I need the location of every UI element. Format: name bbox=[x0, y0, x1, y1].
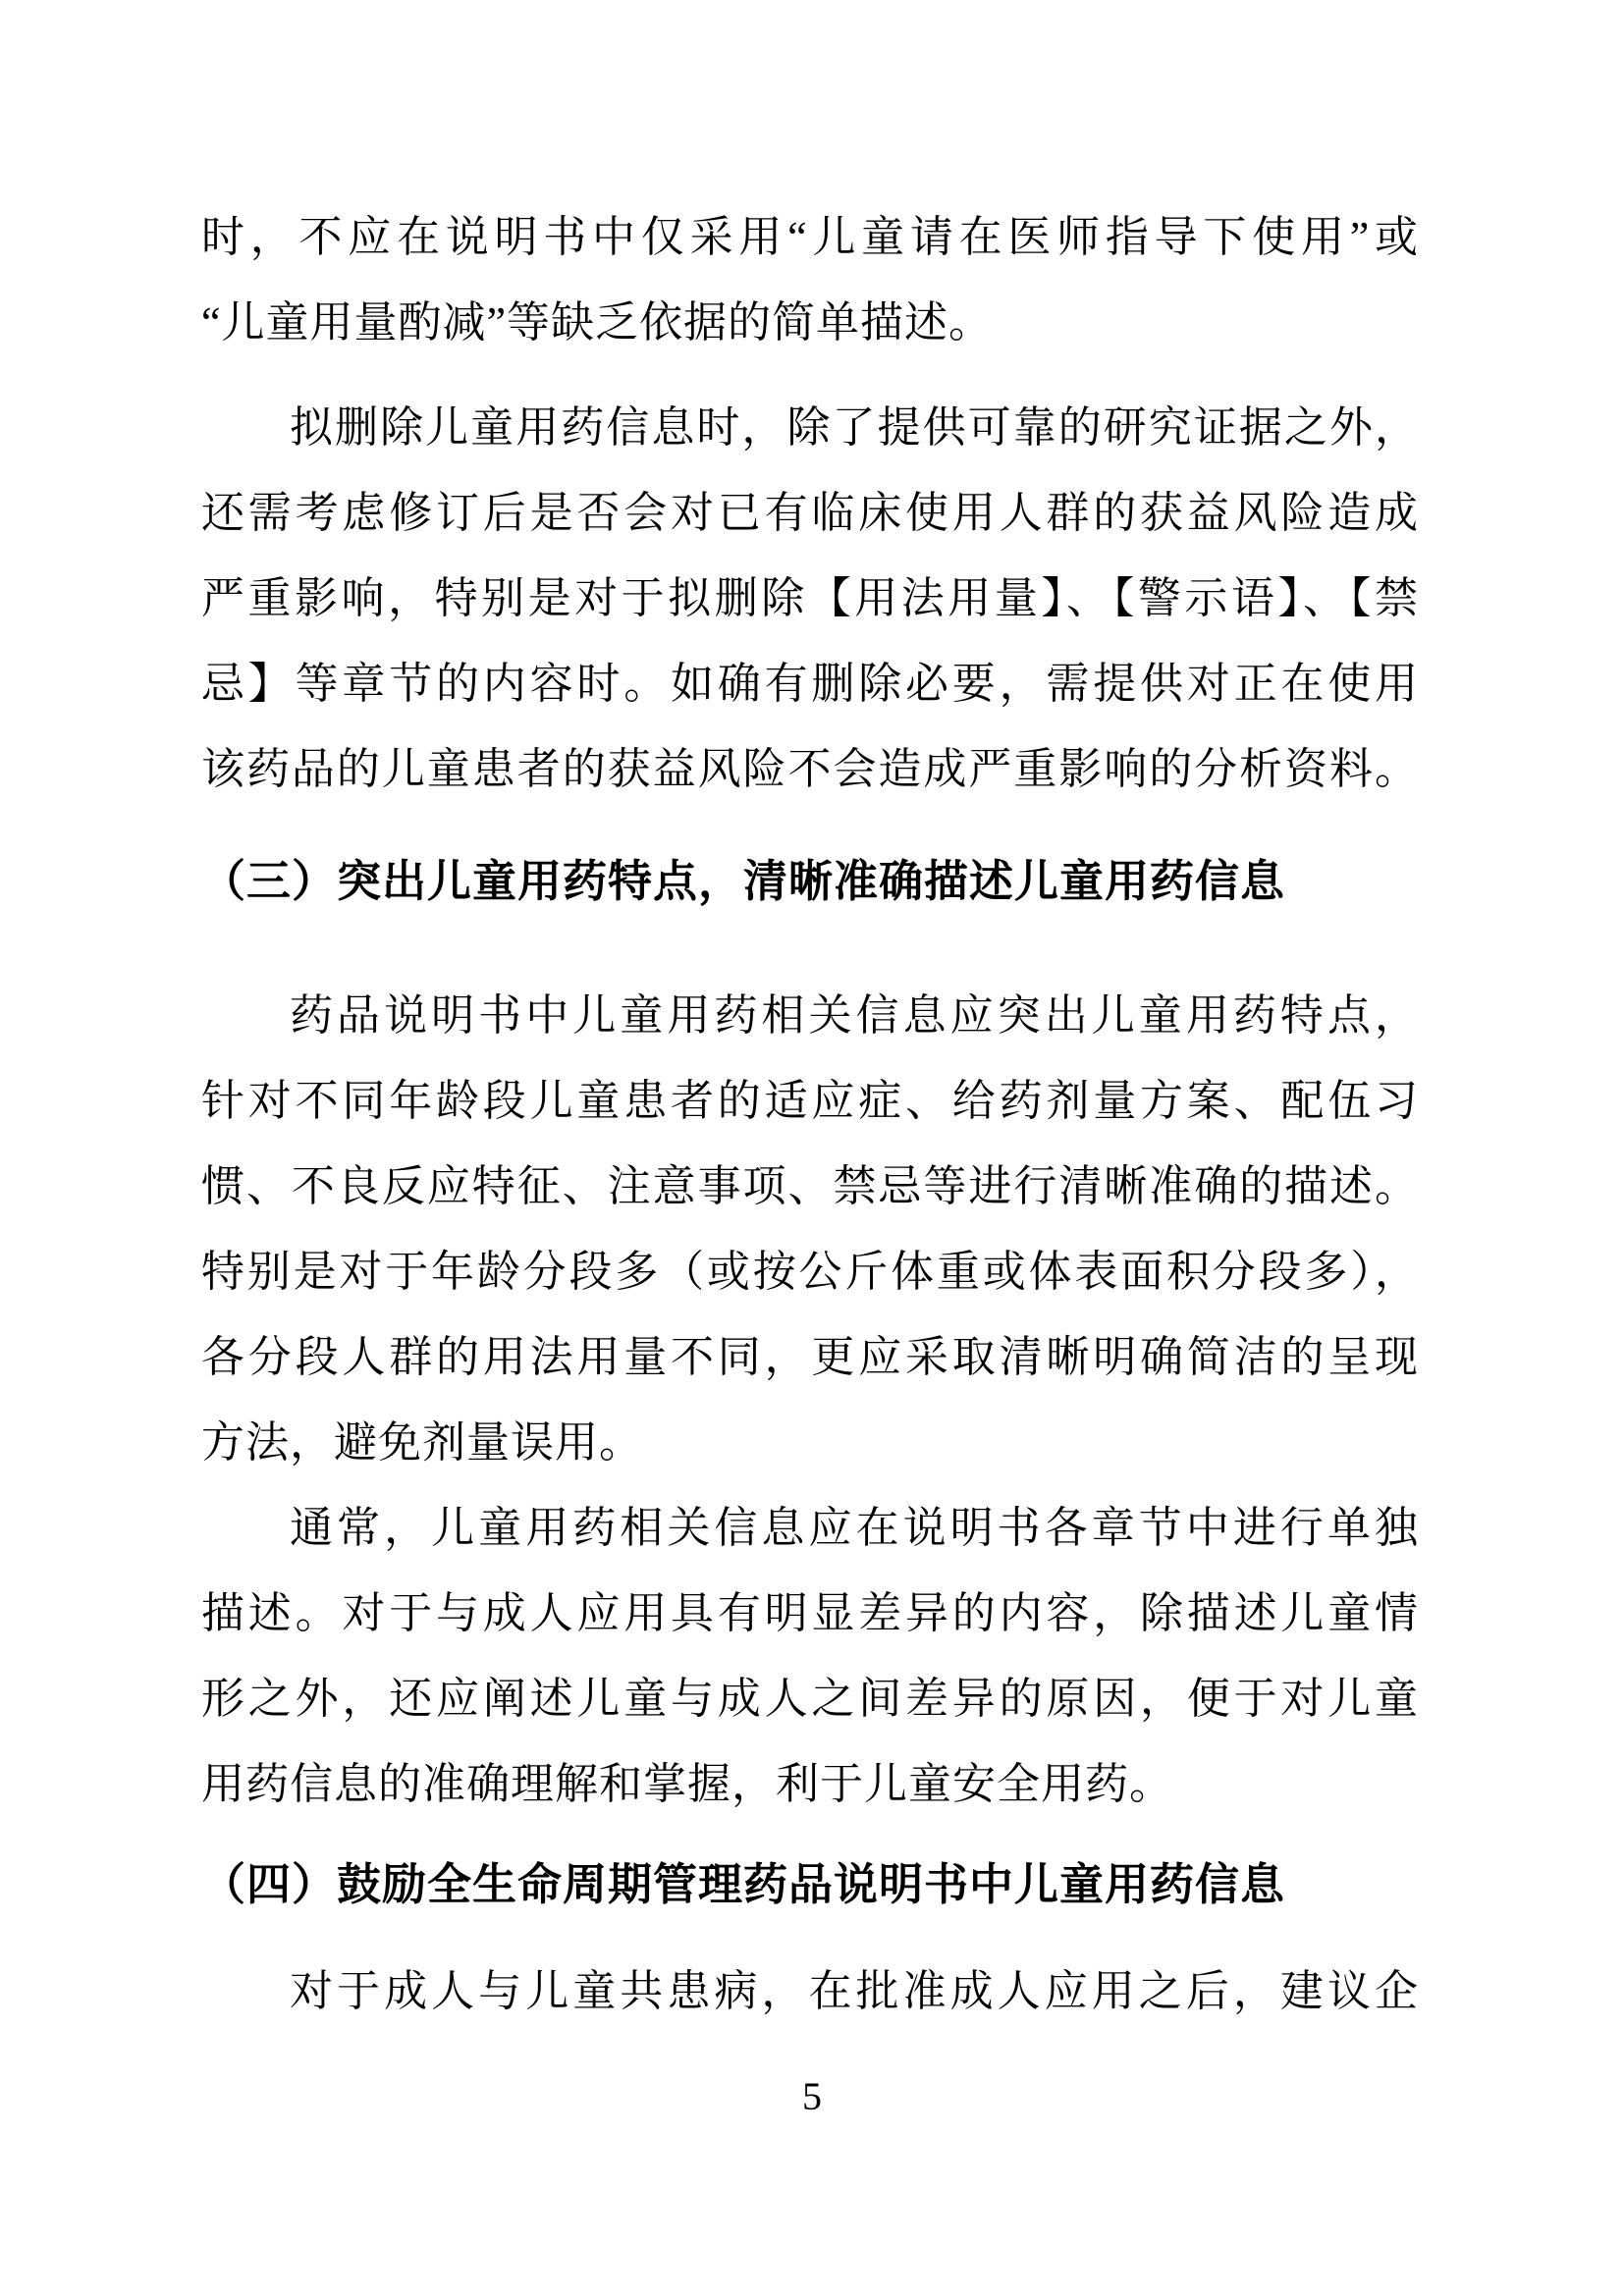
text-line: 方法，避免剂量误用。 bbox=[201, 1418, 643, 1467]
text-line: 该药品的儿童患者的获益风险不会造成严重影响的分析资料。 bbox=[201, 745, 1419, 793]
section-heading: （三）突出儿童用药特点，清晰准确描述儿童用药信息 bbox=[201, 856, 1286, 906]
text-line: 拟删除儿童用药信息时，除了提供可靠的研究证据之外， bbox=[290, 403, 1419, 452]
paragraph bbox=[201, 1485, 1419, 1827]
text-line: 描述。对于与成人应用具有明显差异的内容，除描述儿童情 bbox=[201, 1589, 1419, 1637]
paragraph bbox=[201, 973, 1419, 1485]
text-line: 用药信息的准确理解和掌握，利于儿童安全用药。 bbox=[201, 1760, 1173, 1808]
text-line: 还需考虑修订后是否会对已有临床使用人群的获益风险造成 bbox=[201, 489, 1419, 537]
text-line: 针对不同年龄段儿童患者的适应症、给药剂量方案、配伍习 bbox=[201, 1077, 1419, 1125]
text-line: 忌】等章节的内容时。如确有删除必要，需提供对正在使用 bbox=[201, 660, 1419, 708]
page-number: 5 bbox=[802, 2074, 822, 2118]
text-line: 惯、不良反应特征、注意事项、禁忌等进行清晰准确的描述。 bbox=[201, 1162, 1419, 1210]
text-line: 特别是对于年龄分段多（或按公斤体重或体表面积分段多）， bbox=[201, 1248, 1419, 1296]
text-line: 时，不应在说明书中仅采用“儿童请在医师指导下使用”或 bbox=[201, 213, 1419, 261]
document-content bbox=[201, 194, 1419, 2034]
section-heading: （四）鼓励全生命周期管理药品说明书中儿童用药信息 bbox=[201, 1859, 1286, 1909]
paragraph bbox=[201, 194, 1419, 365]
text-line: “儿童用量酌减”等缺乏依据的简单描述。 bbox=[201, 298, 994, 347]
page-footer bbox=[0, 2073, 1624, 2120]
text-line: 形之外，还应阐述儿童与成人之间差异的原因，便于对儿童 bbox=[201, 1675, 1419, 1723]
paragraph bbox=[201, 1949, 1419, 2034]
text-line: 对于成人与儿童共患病，在批准成人应用之后，建议企 bbox=[290, 1967, 1419, 2015]
text-line: 通常，儿童用药相关信息应在说明书各章节中进行单独 bbox=[290, 1504, 1419, 1552]
text-line: 药品说明书中儿童用药相关信息应突出儿童用药特点， bbox=[290, 991, 1419, 1040]
text-line: 各分段人群的用法用量不同，更应采取清晰明确简洁的呈现 bbox=[201, 1333, 1419, 1381]
paragraph bbox=[201, 385, 1419, 812]
text-line: 严重影响，特别是对于拟删除【用法用量】、【警示语】、【禁 bbox=[201, 574, 1419, 622]
